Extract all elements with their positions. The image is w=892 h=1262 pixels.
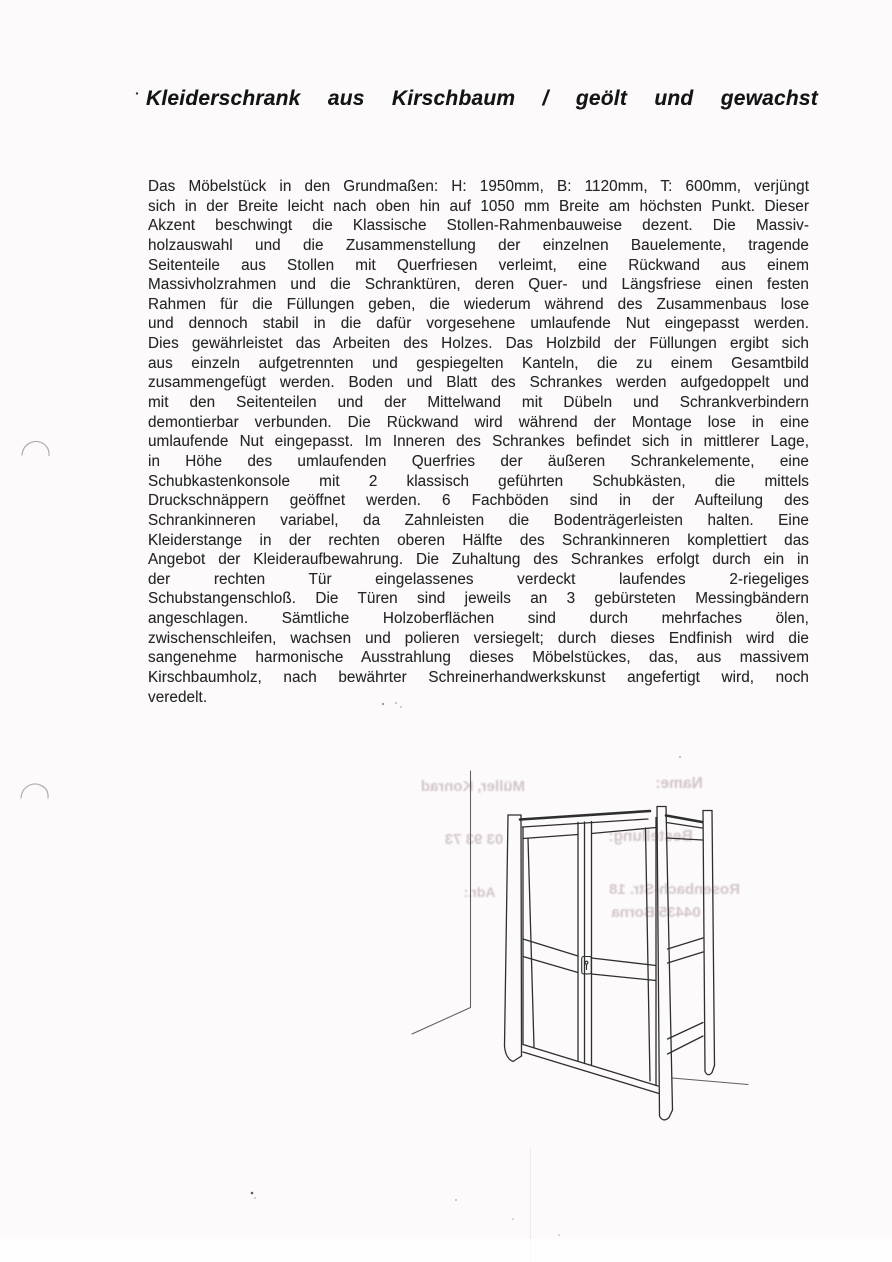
paragraph-line: angeschlagen. Sämtliche Holzoberflächen sind durch mehrfaches ölen, — [148, 610, 809, 628]
paragraph-line: Druckschnäppern geöffnet werden. 6 Fachböden sind in der Aufteilung des — [148, 492, 809, 510]
bleed-through-text: Adr.: — [463, 884, 496, 900]
paragraph-line: mit den Seitenteilen und der Mittelwand mit Dübeln und Schrankverbindern — [148, 394, 809, 412]
paragraph-line: Kirschbaumholz, nach bewährter Schreinerhandwerkskunst angefertigt wird, noch — [148, 669, 809, 687]
paragraph-line: aus einzeln aufgetrennten und gespiegelten Kanteln, die zu einem Gesamtbild — [148, 354, 809, 372]
room-corner-lines — [412, 771, 748, 1085]
paragraph-line: zwischenschleifen, wachsen und polieren versiegelt; durch dieses Endfinish wird die — [148, 629, 809, 647]
paragraph-line: umlaufende Nut eingepasst. Im Inneren des Schrankes befindet sich in mittlerer Lage, — [148, 433, 809, 451]
paragraph-line: Rahmen für die Füllungen geben, die wiederum während des Zusammenbaus lose — [148, 295, 809, 313]
paragraph-line: der rechten Tür eingelassenes verdeckt laufendes 2-riegeliges — [148, 570, 809, 588]
bleed-through-text: Name: — [655, 775, 703, 792]
wardrobe-top-cap — [520, 811, 702, 822]
paper-bottom-edge — [0, 1239, 892, 1262]
paragraph-line: holzauswahl und die Zusammenstellung der einzelnen Bauelemente, tragende — [148, 236, 809, 254]
wardrobe-top-cap-lower-edge — [523, 819, 649, 827]
paragraph-line: Schubstangenschloß. Die Türen sind jeweils an 3 gebürsteten Messingbändern — [148, 590, 809, 608]
paragraph-line: Angebot der Kleideraufbewahrung. Die Zuhaltung des Schrankes erfolgt durch ein in — [148, 551, 809, 569]
wardrobe-doors — [523, 818, 656, 1086]
paragraph-line: Schubkastenkonsole mit 2 klassisch geführten Schubkästen, die mittels — [148, 472, 809, 490]
wardrobe-side-panel — [667, 838, 703, 1054]
keyhole-icon — [582, 957, 592, 974]
bleed-through-text: Müller, Konrad — [420, 778, 525, 795]
bleed-through-text: 03 93 73 — [444, 831, 504, 848]
page-title: Kleiderschrank aus Kirschbaum / geölt und gewachst — [146, 87, 818, 110]
paragraph-line: veredelt. — [148, 688, 208, 706]
bleed-through-text: Bestellung: — [608, 828, 693, 845]
bleed-through-text: Rosenbach-Str. 18 — [609, 881, 740, 898]
paragraph-line: und dennoch stabil in die dafür vorgesehene umlaufende Nut eingepasst werden. — [148, 315, 809, 333]
wardrobe-left-leg — [505, 815, 522, 1062]
paragraph-line: Dies gewährleistet das Arbeiten des Holzes. Das Holzbild der Füllungen ergibt sich — [148, 335, 809, 353]
paragraph-line: Akzent beschwingt die Klassische Stollen-Rahmenbauweise dezent. Die Massiv- — [148, 217, 809, 235]
paragraph-line: sangenehme harmonische Ausstrahlung dieses Möbelstückes, das, aus massivem — [148, 649, 809, 667]
wardrobe-right-leg — [657, 807, 673, 1120]
body-paragraph — [148, 177, 809, 707]
wardrobe-bottom-rail — [523, 1045, 659, 1094]
paragraph-line: Massivholzrahmen und die Schranktüren, deren Quer- und Längsfriese einen festen — [148, 276, 809, 294]
paragraph-line: in Höhe des umlaufenden Querfries der äußeren Schrankelemente, eine — [148, 452, 809, 470]
paragraph-line: Kleiderstange in der rechten oberen Hälfte des Schrankinneren komplettiert das — [148, 531, 809, 549]
punch-hole-icon — [21, 442, 49, 798]
paragraph-line: demontierbar verbunden. Die Rückwand wird während der Montage lose in eine — [148, 413, 809, 431]
paragraph-line: zusammengefügt werden. Boden und Blatt des Schrankes werden aufgedoppelt und — [148, 374, 809, 392]
wardrobe-top-cap-lower-edge-right — [667, 823, 703, 829]
paragraph-line: Das Möbelstück in den Grundmaßen: H: 1950mm, B: 1120mm, T: 600mm, verjüngt — [148, 178, 809, 195]
bleed-through-text: 04435 Borna — [611, 904, 701, 921]
paragraph-line: Seitenteile aus Stollen mit Querfriesen verleimt, eine Rückwand aus einem — [148, 256, 809, 274]
wardrobe-rear-leg — [703, 811, 715, 1075]
paragraph-line: Schrankinneren variabel, da Zahnleisten die Bodenträgerleisten halten. Eine — [148, 511, 809, 529]
paragraph-line: sich in der Breite leicht nach oben hin auf 1050 mm Breite am höchsten Punkt. Dieser — [148, 197, 809, 215]
